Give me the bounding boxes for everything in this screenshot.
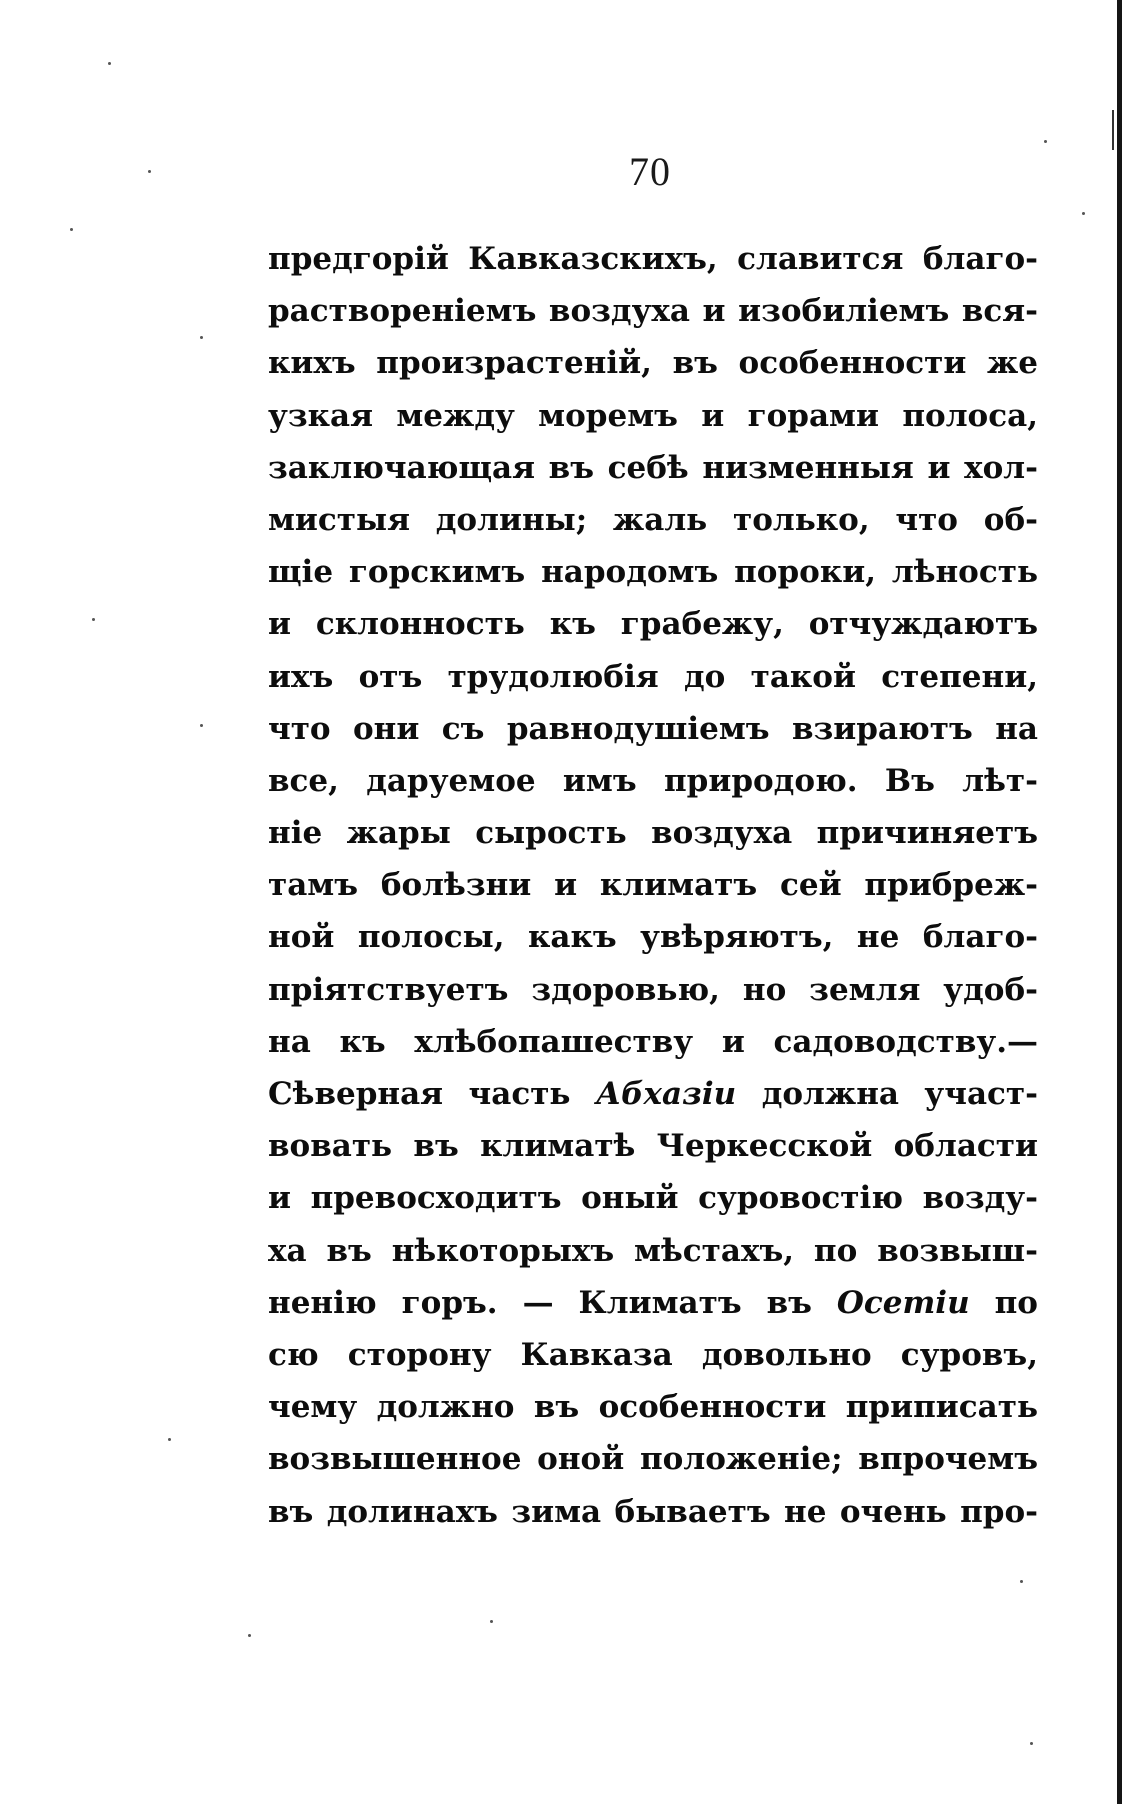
text-line: пріятствуетъ здоровью, но земля удоб- [268, 971, 1038, 1008]
text-line: тамъ болѣзни и климатъ сей прибреж- [268, 867, 1038, 904]
print-speck [490, 1620, 493, 1623]
text-line: въ долинахъ зима бываетъ не очень про- [268, 1493, 1038, 1530]
print-speck [1020, 1580, 1023, 1583]
text-line: предгорій Кавказскихъ, славится благо- [268, 241, 1038, 277]
text-line: все, даруемое имъ природою. Въ лѣт- [268, 762, 1038, 799]
text-line: раствореніемъ воздуха и изобиліемъ вся- [268, 293, 1038, 330]
text-line: на къ хлѣбопашеству и садоводству.— [268, 1023, 1038, 1060]
text-line: узкая между моремъ и горами полоса, [268, 397, 1038, 434]
text-line: ха въ нѣкоторыхъ мѣстахъ, по возвыш- [268, 1232, 1038, 1269]
page-edge-mark [1112, 110, 1114, 150]
text-line: щіе горскимъ народомъ пороки, лѣность [268, 554, 1038, 591]
text-line: что они съ равнодушіемъ взираютъ на [268, 710, 1038, 747]
print-speck [92, 618, 95, 621]
text-line: возвышенное оной положеніе; впрочемъ [268, 1441, 1038, 1478]
print-speck [108, 62, 111, 65]
print-speck [70, 228, 73, 231]
print-speck [248, 1634, 251, 1637]
text-line: и склонность къ грабежу, отчуждаютъ [268, 606, 1038, 643]
text-line: чему должно въ особенности приписать [268, 1389, 1038, 1426]
print-speck [1082, 212, 1085, 215]
text-line: мистыя долины; жаль только, что об- [268, 501, 1038, 538]
page-number: 70 [629, 149, 671, 194]
print-speck [1030, 1742, 1033, 1745]
text-line: кихъ произрастеній, въ особенности же [268, 345, 1038, 382]
page-edge-border [1117, 0, 1122, 1804]
text-line: ніе жары сырость воздуха причиняетъ [268, 815, 1038, 852]
text-line: ненію горъ. — Климатъ въ Осетіи по [268, 1284, 1038, 1321]
text-line: ихъ отъ трудолюбія до такой степени, [268, 658, 1038, 695]
text-line: вовать въ климатѣ Черкесской области [268, 1128, 1038, 1165]
print-speck [200, 724, 203, 727]
print-speck [168, 1438, 171, 1441]
text-line: заключающая въ себѣ низменныя и хол- [268, 449, 1038, 486]
print-speck [1044, 140, 1047, 143]
body-text [268, 233, 1038, 1538]
text-line: ной полосы, какъ увѣряютъ, не благо- [268, 919, 1038, 956]
text-line: и превосходитъ оный суровостію возду- [268, 1180, 1038, 1217]
text-line: Сѣверная часть Абхазіи должна участ- [268, 1076, 1038, 1112]
print-speck [148, 170, 151, 173]
text-line: сю сторону Кавказа довольно суровъ, [268, 1336, 1038, 1373]
print-speck [200, 336, 203, 339]
